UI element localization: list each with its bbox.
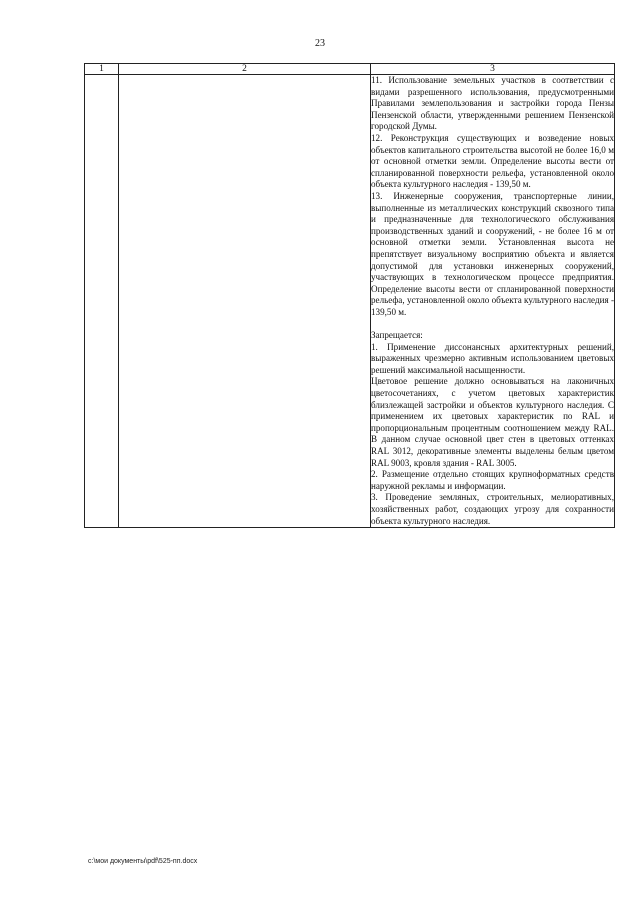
paragraph-spacer xyxy=(371,318,614,330)
document-table xyxy=(84,63,615,528)
page-number: 23 xyxy=(315,38,325,49)
file-path-footer: c:\мои документы\pdf\525-пп.docx xyxy=(88,858,198,865)
column-header-2: 2 xyxy=(119,64,371,75)
requirement-11: 11. Использование земельных участков в соответствии с видами разрешенного использования, предусмотренными Правилами землепользования и застройки города Пензы Пензенской области, утвержденными решением Пензенской городской Думы. xyxy=(371,75,614,132)
prohibition-2: 2. Размещение отдельно стоящих крупноформатных средств наружной рекламы и информации. xyxy=(371,469,614,491)
cell-column-1 xyxy=(85,75,119,528)
forbidden-heading: Запрещается: xyxy=(371,330,423,341)
prohibition-3: 3. Проведение земляных, строительных, мелиоративных, хозяйственных работ, создающих угрозу для сохранности объекта культурного наследия. xyxy=(371,492,614,526)
requirement-12: 12. Реконструкция существующих и возведение новых объектов капитального строительства высотой не более 16,0 м от основной отметки земли. Определение высоты вести от спланированной поверхности рельефа, установленной около объекта культурного наследия - 139,50 м. xyxy=(371,132,614,190)
requirement-13: 13. Инженерные сооружения, транспортерные линии, выполненные из металлических конструкций сквозного типа и предназначенные для технологического обслуживания производственных зданий и сооружений, - не более 16 м от основной отметки земли. Установленная высота не препятствует визуальному восприятию объекта и является допустимой для установки инженерных сооружений, участвующих в технологическом процессе предприятия. Определение высоты вести от спланированной поверхности рельефа, установленной около объекта культурного наследия - 139,50 м. xyxy=(371,190,614,317)
cell-column-2 xyxy=(119,75,371,528)
cell-column-3 xyxy=(371,75,615,528)
table-row xyxy=(85,75,615,528)
column-header-1: 1 xyxy=(85,64,119,75)
color-solution-text: Цветовое решение должно основываться на лаконичных цветосочетаниях, с учетом цветовых характеристик близлежащей застройки и объектов культурного наследия. С применением их цветовых характеристик по RAL и пропорциональным процентным соотношением между RAL. В данном случае основной цвет стен в цветовых оттенках RAL 3012, декоративные элементы выделены белым цветом RAL 9003, кровля здания - RAL 3005. xyxy=(371,376,614,468)
prohibition-1: 1. Применение диссонансных архитектурных решений, выраженных чрезмерно активным использованием цветовых решений максимальной насыщенности. xyxy=(371,341,614,375)
table-header-row xyxy=(85,64,615,75)
column-header-3: 3 xyxy=(371,64,615,75)
